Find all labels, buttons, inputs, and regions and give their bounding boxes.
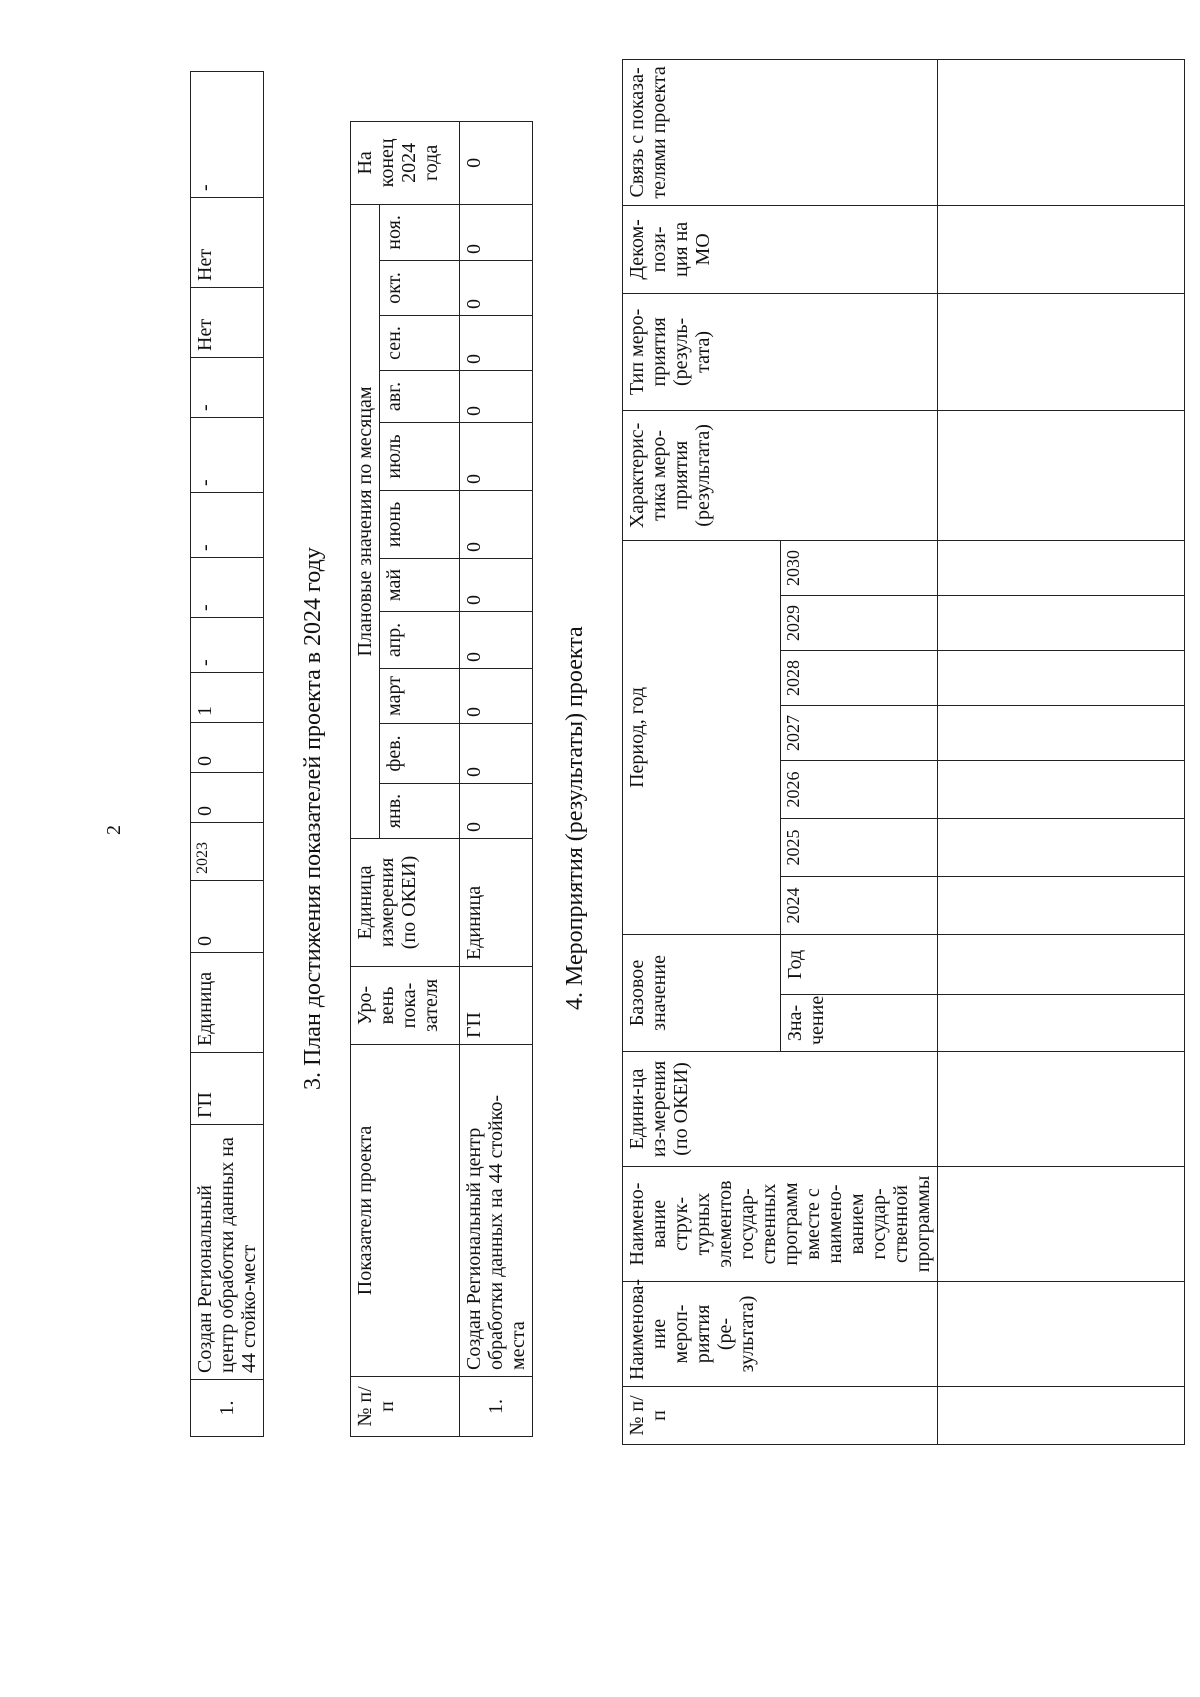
cell-value: 0 xyxy=(460,669,533,724)
header-year: 2025 xyxy=(780,818,938,876)
header-base-year: Год xyxy=(780,934,938,994)
header-period: Период, год xyxy=(623,540,781,934)
cell-v4: - xyxy=(191,618,264,673)
section4-title: 4. Мероприятия (результаты) проекта xyxy=(562,626,588,1010)
page-number: 2 xyxy=(103,825,125,835)
cell-empty xyxy=(938,760,1185,818)
cell-value: 0 xyxy=(460,491,533,559)
cell-value: 0 xyxy=(460,204,533,260)
header-base-value: Зна-чение xyxy=(780,995,938,1052)
header-type: Тип меро-приятия (резуль-тата) xyxy=(623,293,938,410)
cell-empty xyxy=(938,934,1185,994)
cell-value: 0 xyxy=(460,784,533,839)
header-year: 2029 xyxy=(780,595,938,650)
cell-empty xyxy=(938,293,1185,410)
header-month: май xyxy=(380,559,460,612)
cell-value: 0 xyxy=(460,261,533,316)
header-characteristic: Характерис-тика меро-приятия (результата) xyxy=(623,410,938,540)
cell-empty xyxy=(938,59,1185,205)
cell-v6: - xyxy=(191,493,264,558)
header-year: 2027 xyxy=(780,705,938,760)
header-year: 2030 xyxy=(780,540,938,595)
header-year: 2028 xyxy=(780,650,938,705)
cell-empty xyxy=(938,1167,1185,1282)
section3-table xyxy=(350,121,533,1437)
header-num: № п/п xyxy=(351,1377,460,1437)
cell-v7: - xyxy=(191,418,264,493)
cell-unit: Единица xyxy=(460,839,533,967)
cell-empty xyxy=(938,705,1185,760)
cell-empty xyxy=(938,410,1185,540)
cell-empty xyxy=(938,205,1185,293)
table-row xyxy=(938,59,1185,1444)
cell-empty xyxy=(938,1282,1185,1387)
header-base: Базовое значение xyxy=(623,934,781,1051)
header-month: июль xyxy=(380,423,460,491)
header-level: Уро-вень пока-зателя xyxy=(351,967,460,1045)
header-decomp: Деком-пози-ция на МО xyxy=(623,205,938,293)
cell-indicator: Создан Региональный центр обработки данных на 44 стойко-места xyxy=(460,1045,533,1377)
header-num: № п/п xyxy=(623,1387,938,1445)
cell-value: 0 xyxy=(460,316,533,371)
cell-end: 0 xyxy=(460,121,533,204)
header-unit: Единица измерения (по ОКЕИ) xyxy=(351,839,460,967)
cell-empty xyxy=(938,595,1185,650)
cell-num: 1. xyxy=(460,1377,533,1437)
header-month: июнь xyxy=(380,491,460,559)
cell-num: 1. xyxy=(191,1380,264,1437)
cell-unit: Единица xyxy=(191,953,264,1053)
cell-v1: 0 xyxy=(191,773,264,823)
cell-value: 0 xyxy=(460,423,533,491)
section4-table-wrapper xyxy=(622,59,1185,1445)
header-unit: Едини-ца из-мерения (по ОКЕИ) xyxy=(623,1052,938,1167)
cell-empty xyxy=(938,995,1185,1052)
cell-empty xyxy=(938,1387,1185,1445)
header-month: март xyxy=(380,669,460,724)
cell-level: ГП xyxy=(191,1053,264,1125)
cell-value: 0 xyxy=(460,559,533,612)
cell-indicator: Создан Региональный центр обработки данных на 44 стойко-мест xyxy=(191,1125,264,1380)
cell-empty xyxy=(938,876,1185,934)
header-year: 2026 xyxy=(780,760,938,818)
cell-base: 0 xyxy=(191,881,264,953)
cell-year: 2023 xyxy=(191,823,264,881)
cell-level: ГП xyxy=(460,967,533,1045)
header-month: апр. xyxy=(380,612,460,669)
cell-value: 0 xyxy=(460,612,533,669)
header-planned: Плановые значения по месяцам xyxy=(351,204,380,838)
header-month: сен. xyxy=(380,316,460,371)
cell-v11: - xyxy=(191,72,264,198)
cell-v9: Нет xyxy=(191,288,264,358)
table-row xyxy=(460,121,533,1436)
section4-table xyxy=(622,59,1185,1445)
header-month: янв. xyxy=(380,784,460,839)
header-name: Наименова-ние мероп-риятия (ре-зультата) xyxy=(623,1282,938,1387)
cell-v10: Нет xyxy=(191,198,264,288)
table1-wrapper xyxy=(190,71,264,1437)
cell-empty xyxy=(938,1052,1185,1167)
section3-table-wrapper xyxy=(350,121,533,1437)
header-end: На конец 2024 года xyxy=(351,121,460,204)
cell-value: 0 xyxy=(460,724,533,784)
cell-empty xyxy=(938,650,1185,705)
cell-v2: 0 xyxy=(191,723,264,773)
cell-empty xyxy=(938,540,1185,595)
header-link: Связь с показа-телями проекта xyxy=(623,59,938,205)
header-struct: Наимено-вание струк-турных элементов государ-ственных программ вместе с наимено-ванием государ-ственной программы xyxy=(623,1167,938,1282)
cell-v8: - xyxy=(191,358,264,418)
header-month: авг. xyxy=(380,371,460,423)
cell-v5: - xyxy=(191,558,264,618)
cell-empty xyxy=(938,818,1185,876)
header-month: ноя. xyxy=(380,204,460,260)
header-month: фев. xyxy=(380,724,460,784)
cell-v3: 1 xyxy=(191,673,264,723)
header-month: окт. xyxy=(380,261,460,316)
table1 xyxy=(190,71,264,1437)
cell-value: 0 xyxy=(460,371,533,423)
table1-row xyxy=(191,72,264,1437)
header-year: 2024 xyxy=(780,876,938,934)
section3-title: 3. План достижения показателей проекта в 2024 году xyxy=(300,547,326,1090)
header-indicator: Показатели проекта xyxy=(351,1045,460,1377)
